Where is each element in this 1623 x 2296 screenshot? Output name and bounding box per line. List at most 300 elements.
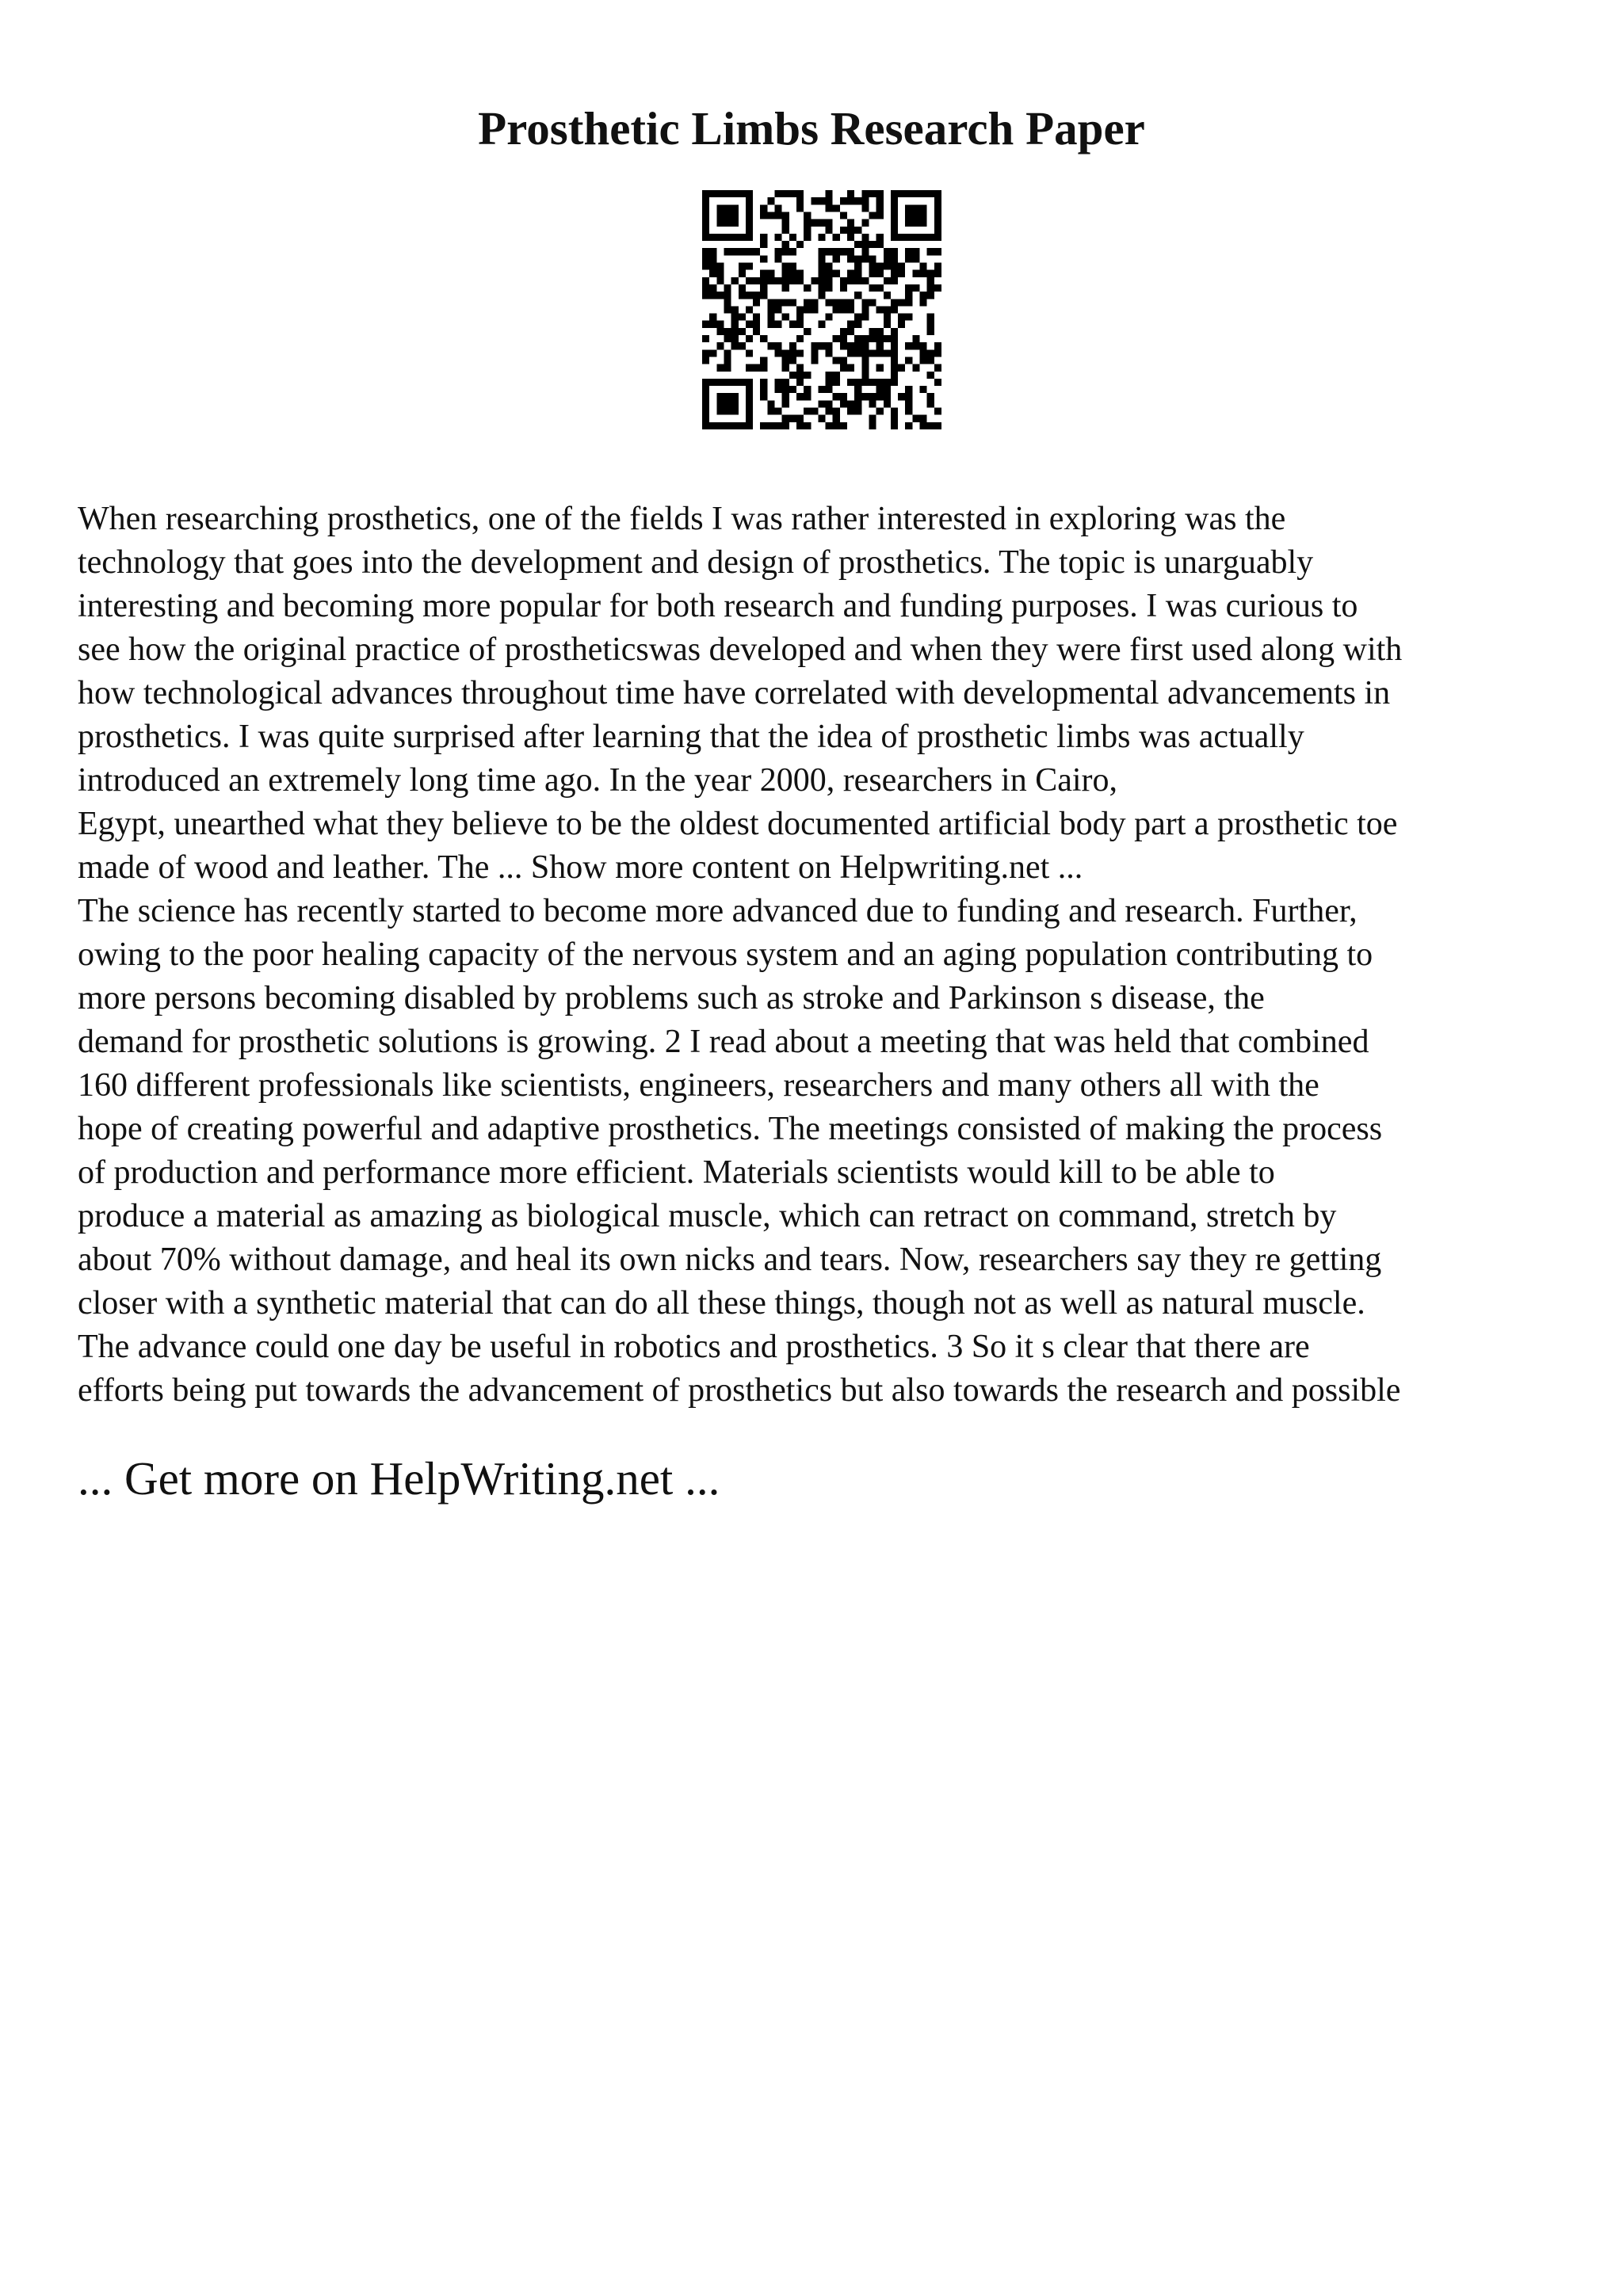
qr-module	[861, 219, 869, 227]
qr-module	[854, 379, 861, 386]
qr-module	[912, 364, 919, 372]
qr-module	[731, 342, 739, 349]
qr-module	[826, 379, 833, 386]
qr-module	[869, 241, 876, 248]
qr-module	[891, 212, 898, 219]
qr-module	[782, 386, 789, 393]
qr-module	[927, 393, 934, 400]
qr-module	[724, 284, 731, 292]
qr-module	[760, 386, 767, 393]
qr-module	[861, 372, 869, 379]
qr-module	[861, 197, 869, 204]
qr-module	[753, 328, 760, 335]
body-line: The advance could one day be useful in robotics and prosthetics. 3 So it s clear that there are	[78, 1329, 1310, 1365]
qr-module	[731, 248, 739, 255]
qr-module	[826, 190, 833, 197]
qr-module	[920, 349, 927, 357]
qr-module	[891, 372, 898, 379]
qr-module	[709, 234, 716, 241]
qr-module	[876, 386, 884, 393]
page-title: Prosthetic Limbs Research Paper	[478, 102, 1145, 154]
qr-module	[818, 197, 825, 204]
qr-module	[905, 219, 912, 227]
qr-module	[876, 234, 884, 241]
body-line: owing to the poor healing capacity of the nervous system and an aging population contributing to	[78, 936, 1373, 973]
qr-module	[731, 314, 739, 321]
qr-module	[782, 212, 789, 219]
qr-module	[789, 386, 796, 393]
qr-module	[876, 342, 884, 349]
qr-module	[920, 357, 927, 364]
qr-module	[884, 314, 891, 321]
qr-module	[716, 270, 724, 277]
qr-module	[854, 292, 861, 299]
qr-module	[811, 306, 818, 313]
qr-module	[833, 408, 840, 415]
qr-module	[912, 284, 919, 292]
qr-module	[840, 212, 847, 219]
body-line: efforts being put towards the advancement of prosthetics but also towards the research and possible	[78, 1372, 1401, 1409]
qr-module	[905, 400, 912, 407]
qr-module	[854, 349, 861, 357]
qr-module	[716, 342, 724, 349]
qr-module	[702, 386, 709, 393]
qr-module	[789, 349, 796, 357]
qr-module	[811, 342, 818, 349]
qr-module	[898, 263, 905, 270]
qr-module	[760, 379, 767, 386]
qr-module	[724, 393, 731, 400]
qr-module	[760, 292, 767, 299]
qr-module	[847, 342, 854, 349]
qr-module	[767, 342, 774, 349]
qr-module	[840, 284, 847, 292]
qr-module	[861, 190, 869, 197]
qr-module	[782, 400, 789, 407]
qr-module	[854, 342, 861, 349]
qr-module	[840, 364, 847, 372]
qr-module	[818, 219, 825, 227]
qr-module	[702, 321, 709, 328]
qr-module	[905, 204, 912, 212]
qr-module	[847, 219, 854, 227]
qr-module	[782, 379, 789, 386]
qr-module	[796, 270, 804, 277]
qr-module	[746, 400, 753, 407]
qr-module	[884, 393, 891, 400]
qr-module	[847, 190, 854, 197]
qr-module	[826, 342, 833, 349]
qr-module	[724, 248, 731, 255]
qr-module	[876, 328, 884, 335]
qr-module	[934, 234, 941, 241]
qr-module	[826, 372, 833, 379]
qr-module	[826, 263, 833, 270]
qr-module	[912, 255, 919, 262]
qr-module	[833, 306, 840, 313]
qr-module	[702, 219, 709, 227]
qr-module	[934, 212, 941, 219]
qr-module	[739, 342, 746, 349]
qr-module	[753, 314, 760, 321]
qr-module	[905, 292, 912, 299]
qr-module	[702, 277, 709, 284]
qr-module	[891, 342, 898, 349]
qr-module	[716, 292, 724, 299]
qr-module	[746, 321, 753, 328]
qr-module	[782, 349, 789, 357]
qr-module	[854, 314, 861, 321]
qr-module	[716, 263, 724, 270]
qr-module	[869, 415, 876, 422]
qr-module	[869, 190, 876, 197]
qr-module	[767, 400, 774, 407]
qr-module	[826, 400, 833, 407]
qr-module	[861, 379, 869, 386]
qr-module	[789, 234, 796, 241]
qr-module	[731, 328, 739, 335]
qr-module	[912, 212, 919, 219]
qr-module	[731, 335, 739, 342]
qr-module	[854, 263, 861, 270]
qr-module	[884, 255, 891, 262]
qr-module	[782, 393, 789, 400]
qr-module	[724, 292, 731, 299]
qr-module	[891, 408, 898, 415]
qr-module	[934, 349, 941, 357]
qr-module	[739, 292, 746, 299]
qr-module	[746, 349, 753, 357]
qr-module	[934, 263, 941, 270]
qr-module	[861, 306, 869, 313]
qr-module	[861, 335, 869, 342]
qr-module	[746, 364, 753, 372]
qr-module	[716, 328, 724, 335]
qr-module	[702, 357, 709, 364]
qr-module	[847, 321, 854, 328]
qr-module	[702, 204, 709, 212]
qr-module	[891, 270, 898, 277]
qr-module	[702, 190, 709, 197]
qr-module	[796, 197, 804, 204]
qr-module	[709, 321, 716, 328]
qr-module	[731, 212, 739, 219]
qr-module	[905, 248, 912, 255]
qr-module	[891, 349, 898, 357]
qr-module	[731, 277, 739, 284]
qr-module	[905, 190, 912, 197]
qr-module	[739, 270, 746, 277]
qr-module	[905, 342, 912, 349]
qr-module	[789, 342, 796, 349]
qr-module	[724, 299, 731, 306]
qr-module	[753, 248, 760, 255]
qr-module	[804, 219, 811, 227]
qr-module	[775, 255, 782, 262]
qr-module	[934, 270, 941, 277]
body-line: When researching prosthetics, one of the fields I was rather interested in exploring was the	[78, 501, 1286, 537]
body-line: closer with a synthetic material that can do all these things, though not as well as natural muscle.	[78, 1285, 1365, 1322]
qr-module	[912, 219, 919, 227]
qr-module	[702, 227, 709, 234]
qr-module	[891, 190, 898, 197]
qr-module	[891, 219, 898, 227]
qr-module	[898, 234, 905, 241]
qr-module	[847, 364, 854, 372]
qr-module	[840, 299, 847, 306]
qr-module	[782, 422, 789, 429]
qr-module	[716, 408, 724, 415]
qr-module	[934, 190, 941, 197]
qr-module	[854, 408, 861, 415]
qr-module	[702, 335, 709, 342]
qr-module	[854, 400, 861, 407]
qr-module	[796, 415, 804, 422]
qr-module	[833, 204, 840, 212]
qr-module	[760, 234, 767, 241]
qr-module	[775, 408, 782, 415]
qr-module	[796, 335, 804, 342]
qr-module	[920, 190, 927, 197]
qr-module	[876, 306, 884, 313]
qr-module	[753, 292, 760, 299]
qr-module	[796, 241, 804, 248]
qr-module	[912, 415, 919, 422]
qr-module	[934, 227, 941, 234]
qr-module	[826, 248, 833, 255]
qr-module	[709, 248, 716, 255]
body-line: The science has recently started to become more advanced due to funding and research. Further,	[78, 893, 1358, 929]
qr-module	[746, 306, 753, 313]
qr-module	[854, 386, 861, 393]
qr-module	[927, 270, 934, 277]
qr-module	[920, 386, 927, 393]
qr-module	[767, 197, 774, 204]
qr-module	[731, 321, 739, 328]
qr-module	[760, 277, 767, 284]
qr-module	[934, 408, 941, 415]
qr-module	[804, 227, 811, 234]
qr-module	[804, 212, 811, 219]
qr-module	[739, 422, 746, 429]
qr-module	[746, 379, 753, 386]
qr-module	[869, 349, 876, 357]
qr-module	[709, 379, 716, 386]
qr-module	[818, 292, 825, 299]
qr-module	[760, 357, 767, 364]
qr-module	[905, 234, 912, 241]
qr-module	[716, 400, 724, 407]
qr-module	[746, 277, 753, 284]
qr-module	[796, 277, 804, 284]
qr-module	[818, 248, 825, 255]
qr-module	[716, 422, 724, 429]
qr-module	[876, 364, 884, 372]
qr-module	[739, 284, 746, 292]
qr-module	[731, 204, 739, 212]
qr-module	[731, 219, 739, 227]
qr-module	[861, 299, 869, 306]
qr-module	[826, 219, 833, 227]
qr-module	[818, 277, 825, 284]
qr-module	[847, 234, 854, 241]
qr-module	[891, 357, 898, 364]
qr-module	[775, 321, 782, 328]
qr-module	[724, 212, 731, 219]
qr-module	[876, 204, 884, 212]
qr-module	[782, 263, 789, 270]
body-line: 160 different professionals like scientists, engineers, researchers and many others all with the	[78, 1067, 1319, 1104]
qr-module	[702, 422, 709, 429]
qr-module	[782, 219, 789, 227]
qr-module	[912, 248, 919, 255]
body-line: interesting and becoming more popular for both research and funding purposes. I was curious to	[78, 588, 1358, 624]
qr-module	[920, 219, 927, 227]
qr-module	[927, 357, 934, 364]
qr-module	[833, 415, 840, 422]
qr-module	[709, 292, 716, 299]
qr-module	[767, 321, 774, 328]
qr-module	[702, 400, 709, 407]
qr-module	[811, 197, 818, 204]
qr-module	[826, 284, 833, 292]
qr-module	[804, 408, 811, 415]
qr-module	[739, 248, 746, 255]
qr-module	[912, 342, 919, 349]
qr-module	[716, 204, 724, 212]
qr-module	[912, 204, 919, 212]
qr-module	[724, 328, 731, 335]
qr-module	[818, 263, 825, 270]
qr-module	[724, 306, 731, 313]
qr-module	[861, 393, 869, 400]
qr-module	[760, 335, 767, 342]
qr-module	[746, 335, 753, 342]
qr-module	[775, 234, 782, 241]
qr-module	[760, 204, 767, 212]
qr-module	[804, 299, 811, 306]
qr-module	[753, 364, 760, 372]
qr-module	[789, 190, 796, 197]
qr-module	[709, 190, 716, 197]
qr-module	[884, 335, 891, 342]
qr-module	[760, 364, 767, 372]
qr-module	[833, 393, 840, 400]
qr-module	[927, 400, 934, 407]
qr-module	[724, 408, 731, 415]
qr-module	[927, 284, 934, 292]
qr-module	[898, 393, 905, 400]
qr-module	[891, 364, 898, 372]
qr-module	[905, 299, 912, 306]
qr-module	[826, 386, 833, 393]
qr-module	[760, 255, 767, 262]
qr-module	[826, 408, 833, 415]
qr-module	[789, 263, 796, 270]
qr-module	[731, 408, 739, 415]
qr-module	[905, 357, 912, 364]
qr-module	[724, 190, 731, 197]
qr-module	[731, 379, 739, 386]
qr-module	[833, 335, 840, 342]
qr-module	[709, 255, 716, 262]
qr-module	[912, 270, 919, 277]
qr-module	[789, 321, 796, 328]
qr-module	[739, 328, 746, 335]
qr-module	[767, 408, 774, 415]
qr-module	[746, 190, 753, 197]
qr-module	[746, 227, 753, 234]
qr-module	[861, 255, 869, 262]
qr-module	[876, 393, 884, 400]
qr-module	[826, 299, 833, 306]
qr-module	[869, 335, 876, 342]
qr-module	[840, 227, 847, 234]
qr-module	[826, 422, 833, 429]
qr-code[interactable]	[702, 190, 941, 429]
qr-module	[920, 204, 927, 212]
qr-module	[891, 234, 898, 241]
qr-module	[775, 299, 782, 306]
get-more-link[interactable]: ... Get more on HelpWriting.net ...	[78, 1452, 720, 1505]
body-line: produce a material as amazing as biological muscle, which can retract on command, stretch by	[78, 1198, 1337, 1234]
qr-module	[847, 379, 854, 386]
qr-module	[854, 227, 861, 234]
qr-module	[753, 299, 760, 306]
qr-module	[891, 248, 898, 255]
qr-module	[869, 255, 876, 262]
qr-module	[884, 386, 891, 393]
qr-module	[789, 357, 796, 364]
qr-module	[760, 241, 767, 248]
body-line: demand for prosthetic solutions is growing. 2 I read about a meeting that was held that combined	[78, 1024, 1369, 1060]
qr-module	[861, 204, 869, 212]
qr-module	[833, 357, 840, 364]
qr-module	[716, 219, 724, 227]
qr-module	[775, 342, 782, 349]
body-line: see how the original practice of prostheticswas developed and when they were first used along with	[78, 631, 1403, 668]
qr-module	[716, 393, 724, 400]
qr-module	[927, 328, 934, 335]
qr-module	[905, 284, 912, 292]
qr-module	[775, 422, 782, 429]
qr-module	[854, 335, 861, 342]
qr-module	[746, 415, 753, 422]
qr-module	[884, 379, 891, 386]
qr-module	[826, 314, 833, 321]
qr-module	[767, 299, 774, 306]
body-line: how technological advances throughout time have correlated with developmental advancements in	[78, 675, 1391, 711]
qr-module	[818, 400, 825, 407]
qr-module	[746, 248, 753, 255]
qr-module	[905, 212, 912, 219]
qr-module	[724, 400, 731, 407]
qr-module	[796, 379, 804, 386]
qr-module	[731, 190, 739, 197]
qr-module	[861, 349, 869, 357]
qr-module	[804, 393, 811, 400]
qr-module	[861, 234, 869, 241]
qr-module	[847, 197, 854, 204]
qr-module	[840, 335, 847, 342]
qr-module	[796, 306, 804, 313]
qr-module	[905, 408, 912, 415]
qr-module	[767, 306, 774, 313]
qr-module	[898, 364, 905, 372]
qr-module	[898, 314, 905, 321]
qr-module	[782, 284, 789, 292]
qr-module	[884, 277, 891, 284]
